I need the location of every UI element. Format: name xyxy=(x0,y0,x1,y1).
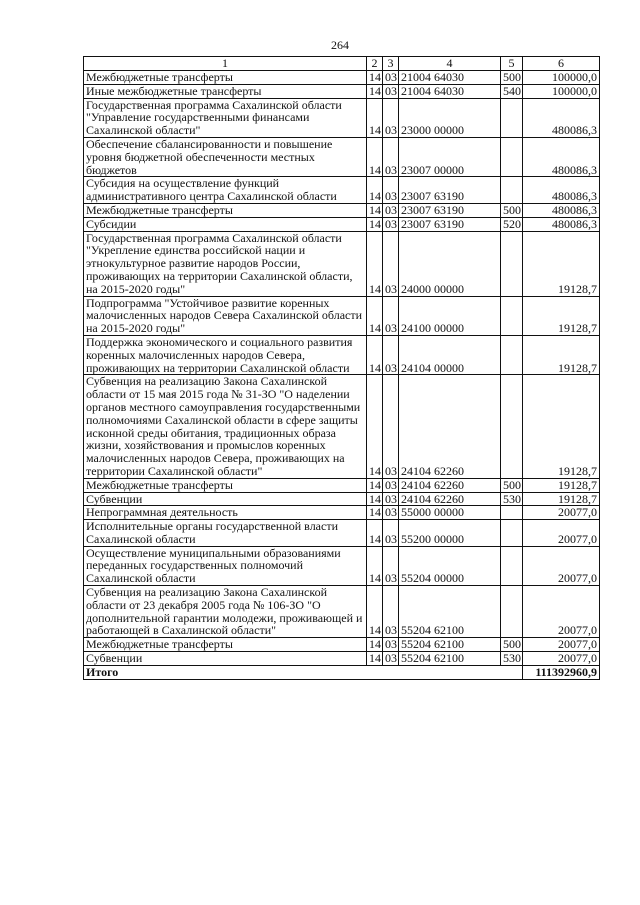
expense-type-code: 500 xyxy=(501,638,523,652)
table-row xyxy=(84,98,600,137)
table-row xyxy=(84,546,600,585)
section-code: 14 xyxy=(367,203,383,217)
expense-type-code xyxy=(501,296,523,335)
row-name: Государственная программа Сахалинской области "Управление государственными финансами Сахалинской области" xyxy=(84,98,367,137)
section-code: 14 xyxy=(367,520,383,547)
column-header: 5 xyxy=(501,57,523,71)
table-row xyxy=(84,296,600,335)
row-name: Государственная программа Сахалинской области "Укрепление единства российской нации и этнокультурное развитие народов России, проживающих на территории Сахалинской области, на 2015-2020 годы" xyxy=(84,231,367,296)
amount: 480086,3 xyxy=(523,177,600,204)
page-number: 264 xyxy=(331,38,349,52)
total-row xyxy=(84,665,600,679)
table-header-row xyxy=(84,57,600,71)
expense-type-code xyxy=(501,375,523,478)
subsection-code: 03 xyxy=(383,335,399,374)
subsection-code: 03 xyxy=(383,506,399,520)
row-name: Межбюджетные трансферты xyxy=(84,71,367,85)
section-code: 14 xyxy=(367,98,383,137)
expense-type-code xyxy=(501,506,523,520)
subsection-code: 03 xyxy=(383,638,399,652)
expense-type-code: 500 xyxy=(501,203,523,217)
column-header: 6 xyxy=(523,57,600,71)
subsection-code: 03 xyxy=(383,177,399,204)
table-row xyxy=(84,335,600,374)
expense-type-code xyxy=(501,231,523,296)
table-row xyxy=(84,586,600,638)
subsection-code: 03 xyxy=(383,137,399,176)
subsection-code: 03 xyxy=(383,546,399,585)
table-row xyxy=(84,506,600,520)
amount: 20077,0 xyxy=(523,546,600,585)
amount: 20077,0 xyxy=(523,638,600,652)
table-row xyxy=(84,652,600,666)
expense-type-code xyxy=(501,546,523,585)
row-name: Субсидия на осуществление функций административного центра Сахалинской области xyxy=(84,177,367,204)
section-code: 14 xyxy=(367,231,383,296)
subsection-code: 03 xyxy=(383,98,399,137)
section-code: 14 xyxy=(367,652,383,666)
amount: 20077,0 xyxy=(523,652,600,666)
row-name: Субсидии xyxy=(84,217,367,231)
table-row xyxy=(84,84,600,98)
subsection-code: 03 xyxy=(383,217,399,231)
section-code: 14 xyxy=(367,638,383,652)
amount: 19128,7 xyxy=(523,478,600,492)
subsection-code: 03 xyxy=(383,375,399,478)
table-row xyxy=(84,217,600,231)
expense-type-code: 540 xyxy=(501,84,523,98)
row-name: Исполнительные органы государственной власти Сахалинской области xyxy=(84,520,367,547)
target-article-code: 55204 00000 xyxy=(399,546,501,585)
amount: 19128,7 xyxy=(523,335,600,374)
amount: 19128,7 xyxy=(523,296,600,335)
subsection-code: 03 xyxy=(383,586,399,638)
table-row xyxy=(84,638,600,652)
target-article-code: 55204 62100 xyxy=(399,586,501,638)
amount: 19128,7 xyxy=(523,375,600,478)
row-name: Иные межбюджетные трансферты xyxy=(84,84,367,98)
amount: 20077,0 xyxy=(523,520,600,547)
table-row xyxy=(84,71,600,85)
section-code: 14 xyxy=(367,137,383,176)
target-article-code: 55000 00000 xyxy=(399,506,501,520)
section-code: 14 xyxy=(367,335,383,374)
target-article-code: 23007 63190 xyxy=(399,177,501,204)
row-name: Субвенция на реализацию Закона Сахалинской области от 23 декабря 2005 года № 106-ЗО "О дополнительной гарантии молодежи, проживающей и работающей в Сахалинской области" xyxy=(84,586,367,638)
section-code: 14 xyxy=(367,478,383,492)
subsection-code: 03 xyxy=(383,84,399,98)
expense-type-code: 530 xyxy=(501,492,523,506)
row-name: Осуществление муниципальными образованиями переданных государственных полномочий Сахалинской области xyxy=(84,546,367,585)
section-code: 14 xyxy=(367,375,383,478)
section-code: 14 xyxy=(367,177,383,204)
amount: 480086,3 xyxy=(523,137,600,176)
table-row xyxy=(84,231,600,296)
target-article-code: 24104 62260 xyxy=(399,478,501,492)
target-article-code: 55204 62100 xyxy=(399,638,501,652)
amount: 20077,0 xyxy=(523,586,600,638)
subsection-code: 03 xyxy=(383,520,399,547)
expense-type-code xyxy=(501,177,523,204)
target-article-code: 23007 00000 xyxy=(399,137,501,176)
budget-table xyxy=(83,56,600,680)
column-header: 3 xyxy=(383,57,399,71)
total-label: Итого xyxy=(84,665,523,679)
target-article-code: 24100 00000 xyxy=(399,296,501,335)
amount: 19128,7 xyxy=(523,231,600,296)
expense-type-code: 520 xyxy=(501,217,523,231)
target-article-code: 55200 00000 xyxy=(399,520,501,547)
table-row xyxy=(84,177,600,204)
target-article-code: 23007 63190 xyxy=(399,203,501,217)
row-name: Межбюджетные трансферты xyxy=(84,478,367,492)
section-code: 14 xyxy=(367,586,383,638)
table-row xyxy=(84,478,600,492)
column-header: 2 xyxy=(367,57,383,71)
table-row xyxy=(84,492,600,506)
target-article-code: 24000 00000 xyxy=(399,231,501,296)
table-row xyxy=(84,520,600,547)
subsection-code: 03 xyxy=(383,231,399,296)
table-row xyxy=(84,375,600,478)
amount: 480086,3 xyxy=(523,98,600,137)
target-article-code: 23000 00000 xyxy=(399,98,501,137)
subsection-code: 03 xyxy=(383,652,399,666)
total-value: 111392960,9 xyxy=(523,665,600,679)
row-name: Поддержка экономического и социального развития коренных малочисленных народов Севера, проживающих на территории Сахалинской области xyxy=(84,335,367,374)
expense-type-code: 500 xyxy=(501,71,523,85)
amount: 100000,0 xyxy=(523,71,600,85)
expense-type-code: 500 xyxy=(501,478,523,492)
row-name: Субвенции xyxy=(84,492,367,506)
amount: 20077,0 xyxy=(523,506,600,520)
section-code: 14 xyxy=(367,217,383,231)
row-name: Субвенция на реализацию Закона Сахалинской области от 15 мая 2015 года № 31-ЗО "О наделении органов местного самоуправления государственными полномочиями Сахалинской области в сфере защиты исконной среды обитания, традиционных образа жизни, хозяйствования и промыслов коренных малочисленных народов Севера, проживающих на территории Сахалинской области" xyxy=(84,375,367,478)
target-article-code: 23007 63190 xyxy=(399,217,501,231)
section-code: 14 xyxy=(367,492,383,506)
expense-type-code xyxy=(501,98,523,137)
subsection-code: 03 xyxy=(383,296,399,335)
section-code: 14 xyxy=(367,71,383,85)
amount: 480086,3 xyxy=(523,217,600,231)
subsection-code: 03 xyxy=(383,478,399,492)
section-code: 14 xyxy=(367,506,383,520)
section-code: 14 xyxy=(367,84,383,98)
target-article-code: 24104 62260 xyxy=(399,375,501,478)
row-name: Подпрограмма "Устойчивое развитие коренных малочисленных народов Севера Сахалинской области на 2015-2020 годы" xyxy=(84,296,367,335)
expense-type-code xyxy=(501,137,523,176)
row-name: Субвенции xyxy=(84,652,367,666)
column-header: 1 xyxy=(84,57,367,71)
column-header: 4 xyxy=(399,57,501,71)
row-name: Обеспечение сбалансированности и повышение уровня бюджетной обеспеченности местных бюджетов xyxy=(84,137,367,176)
section-code: 14 xyxy=(367,296,383,335)
section-code: 14 xyxy=(367,546,383,585)
row-name: Непрограммная деятельность xyxy=(84,506,367,520)
expense-type-code: 530 xyxy=(501,652,523,666)
target-article-code: 55204 62100 xyxy=(399,652,501,666)
target-article-code: 21004 64030 xyxy=(399,84,501,98)
row-name: Межбюджетные трансферты xyxy=(84,203,367,217)
table-row xyxy=(84,203,600,217)
expense-type-code xyxy=(501,586,523,638)
expense-type-code xyxy=(501,520,523,547)
table-row xyxy=(84,137,600,176)
target-article-code: 21004 64030 xyxy=(399,71,501,85)
target-article-code: 24104 62260 xyxy=(399,492,501,506)
row-name: Межбюджетные трансферты xyxy=(84,638,367,652)
subsection-code: 03 xyxy=(383,71,399,85)
expense-type-code xyxy=(501,335,523,374)
amount: 19128,7 xyxy=(523,492,600,506)
subsection-code: 03 xyxy=(383,492,399,506)
amount: 100000,0 xyxy=(523,84,600,98)
amount: 480086,3 xyxy=(523,203,600,217)
subsection-code: 03 xyxy=(383,203,399,217)
target-article-code: 24104 00000 xyxy=(399,335,501,374)
